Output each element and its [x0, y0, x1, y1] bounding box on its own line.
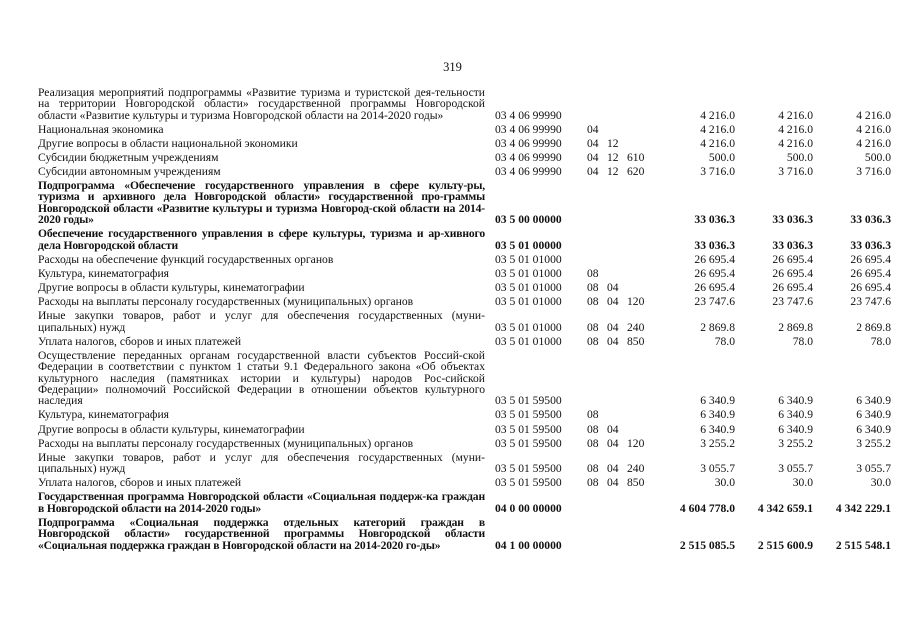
row-value-2: 3 716.0: [778, 164, 813, 178]
row-value-3: 30.0: [870, 476, 891, 490]
row-subsection: 04: [607, 280, 619, 294]
row-value-2: 26 695.4: [772, 280, 813, 294]
row-name: Другие вопросы в области культуры, кинематографии: [38, 280, 305, 294]
row-subsection: 04: [607, 320, 619, 334]
row-value-2: 4 216.0: [778, 122, 813, 136]
row-value-3: 6 340.9: [856, 422, 891, 436]
row-value-1: 33 036.3: [694, 238, 735, 252]
row-value-1: 2 869.8: [700, 320, 735, 334]
table-row: [38, 135, 891, 150]
table-row: [38, 449, 891, 476]
row-value-3: 2 869.8: [856, 320, 891, 334]
row-value-1: 3 255.2: [700, 436, 735, 450]
row-code: 03 5 01 59500: [495, 394, 562, 408]
row-value-2: 3 255.2: [778, 436, 813, 450]
row-expense-type: 620: [627, 164, 645, 178]
row-code: 03 5 01 01000: [495, 334, 562, 348]
row-code: 03 5 01 00000: [495, 238, 562, 252]
row-name: Иные закупки товаров, работ и услуг для обеспечения государственных (муни-ципальных) нужд: [38, 450, 485, 476]
row-value-2: 6 340.9: [778, 422, 813, 436]
row-value-1: 26 695.4: [694, 266, 735, 280]
row-code: 03 5 01 59500: [495, 476, 562, 490]
row-name: Осуществление переданных органам государственной власти субъектов Россий-ской Федерации в соответствии с пунктом 1 статьи 9.1 Федерального закона «Об объектах культурного наследия (памятниках истории и культуры) народов Рос-сийской Федерации» полномочий Российской Федерации в отношении объектов культурного наследия: [38, 348, 485, 408]
page-number: 319: [443, 60, 462, 74]
row-section: 08: [587, 408, 599, 422]
row-name: Реализация мероприятий подпрограммы «Развитие туризма и туристской дея-тельности на территории Новгородской области» государственной программы Новгородской области «Развитие культуры и туризма Новгородской области на 2014-2020 годы»: [38, 85, 485, 122]
table-row: [38, 333, 891, 348]
row-value-1: 500.0: [708, 150, 735, 164]
row-value-3: 26 695.4: [850, 266, 891, 280]
row-value-2: 33 036.3: [772, 238, 813, 252]
row-code: 03 4 06 99990: [495, 136, 562, 150]
row-value-2: 6 340.9: [778, 394, 813, 408]
row-code: 03 5 01 01000: [495, 280, 562, 294]
row-value-2: 23 747.6: [772, 295, 813, 309]
row-code: 03 4 06 99990: [495, 164, 562, 178]
row-value-3: 33 036.3: [850, 213, 891, 227]
row-code: 03 5 01 59500: [495, 422, 562, 436]
row-subsection: 12: [607, 164, 619, 178]
row-value-2: 500.0: [786, 150, 813, 164]
row-value-1: 4 216.0: [700, 108, 735, 122]
row-value-2: 4 216.0: [778, 136, 813, 150]
row-name: Расходы на обеспечение функций государственных органов: [38, 252, 334, 266]
row-value-3: 4 216.0: [856, 108, 891, 122]
row-value-3: 78.0: [870, 334, 891, 348]
row-value-3: 3 055.7: [856, 462, 891, 476]
row-code: 03 5 00 00000: [495, 213, 562, 227]
row-code: 03 5 01 01000: [495, 295, 562, 309]
row-value-1: 30.0: [714, 476, 735, 490]
row-section: 08: [587, 462, 599, 476]
row-name: Обеспечение государственного управления в сфере культуры, туризма и ар-хивного дела Новгородской области: [38, 227, 485, 252]
row-value-2: 4 216.0: [778, 108, 813, 122]
row-value-1: 4 216.0: [700, 136, 735, 150]
row-value-3: 23 747.6: [850, 295, 891, 309]
row-value-1: 23 747.6: [694, 295, 735, 309]
row-name: Субсидии бюджетным учреждениям: [38, 150, 219, 164]
row-code: 03 5 01 01000: [495, 320, 562, 334]
row-value-1: 6 340.9: [700, 422, 735, 436]
row-code: 03 5 01 59500: [495, 462, 562, 476]
row-value-2: 2 515 600.9: [757, 538, 813, 552]
row-code: 03 5 01 01000: [495, 266, 562, 280]
row-value-3: 4 216.0: [856, 136, 891, 150]
table-row: [38, 407, 891, 422]
table-row: [38, 226, 891, 252]
table-row: [38, 84, 891, 122]
table-row: [38, 149, 891, 164]
row-name: Культура, кинематография: [38, 408, 169, 422]
row-value-2: 78.0: [792, 334, 813, 348]
row-subsection: 04: [607, 334, 619, 348]
table-row: [38, 265, 891, 280]
row-value-3: 26 695.4: [850, 252, 891, 266]
row-name: Культура, кинематография: [38, 266, 169, 280]
row-section: 04: [587, 122, 599, 136]
row-subsection: 12: [607, 150, 619, 164]
row-value-2: 3 055.7: [778, 462, 813, 476]
row-code: 03 5 01 59500: [495, 408, 562, 422]
row-value-3: 2 515 548.1: [835, 538, 891, 552]
row-value-1: 6 340.9: [700, 394, 735, 408]
row-section: 08: [587, 334, 599, 348]
row-expense-type: 850: [627, 334, 645, 348]
row-code: 03 4 06 99990: [495, 122, 562, 136]
row-expense-type: 240: [627, 462, 645, 476]
row-subsection: 04: [607, 422, 619, 436]
row-value-1: 4 216.0: [700, 122, 735, 136]
row-section: 04: [587, 136, 599, 150]
row-expense-type: 120: [627, 295, 645, 309]
row-expense-type: 240: [627, 320, 645, 334]
row-value-2: 26 695.4: [772, 266, 813, 280]
row-value-2: 6 340.9: [778, 408, 813, 422]
row-value-3: 33 036.3: [850, 238, 891, 252]
row-name: Другие вопросы в области национальной экономики: [38, 136, 298, 150]
row-value-3: 500.0: [864, 150, 891, 164]
row-code: 03 4 06 99990: [495, 108, 562, 122]
table-row: [38, 347, 891, 408]
row-value-2: 33 036.3: [772, 213, 813, 227]
row-subsection: 04: [607, 436, 619, 450]
row-value-3: 26 695.4: [850, 280, 891, 294]
row-value-3: 3 255.2: [856, 436, 891, 450]
table-row: [38, 177, 891, 227]
row-name: Уплата налогов, сборов и иных платежей: [38, 476, 242, 490]
row-value-1: 26 695.4: [694, 280, 735, 294]
row-subsection: 04: [607, 295, 619, 309]
table-row: [38, 293, 891, 309]
row-section: 08: [587, 295, 599, 309]
row-value-1: 26 695.4: [694, 252, 735, 266]
row-value-3: 3 716.0: [856, 164, 891, 178]
table-row: [38, 307, 891, 334]
row-value-3: 4 216.0: [856, 122, 891, 136]
row-value-2: 30.0: [792, 476, 813, 490]
table-row: [38, 514, 891, 552]
row-code: 03 4 06 99990: [495, 150, 562, 164]
row-code: 03 5 01 01000: [495, 252, 562, 266]
row-name: Другие вопросы в области культуры, кинематографии: [38, 422, 305, 436]
row-code: 04 0 00 00000: [495, 501, 562, 515]
row-value-3: 6 340.9: [856, 408, 891, 422]
row-value-1: 78.0: [714, 334, 735, 348]
row-value-1: 2 515 085.5: [679, 538, 735, 552]
row-value-2: 4 342 659.1: [757, 501, 813, 515]
table-row: [38, 121, 891, 136]
row-section: 04: [587, 150, 599, 164]
table-row: [38, 251, 891, 266]
row-name: Расходы на выплаты персоналу государственных (муниципальных) органов: [38, 436, 414, 450]
row-value-2: 26 695.4: [772, 252, 813, 266]
row-name: Расходы на выплаты персоналу государственных (муниципальных) органов: [38, 295, 414, 309]
table-row: [38, 421, 891, 436]
row-code: 03 5 01 59500: [495, 436, 562, 450]
row-section: 08: [587, 436, 599, 450]
row-section: 08: [587, 320, 599, 334]
row-name: Уплата налогов, сборов и иных платежей: [38, 334, 242, 348]
budget-table: [38, 84, 891, 552]
row-value-1: 6 340.9: [700, 408, 735, 422]
row-value-1: 3 716.0: [700, 164, 735, 178]
row-value-2: 2 869.8: [778, 320, 813, 334]
row-subsection: 04: [607, 476, 619, 490]
table-row: [38, 435, 891, 450]
row-subsection: 12: [607, 136, 619, 150]
row-section: 08: [587, 280, 599, 294]
table-row: [38, 489, 891, 515]
row-value-1: 4 604 778.0: [679, 501, 735, 515]
row-value-3: 4 342 229.1: [835, 501, 891, 515]
row-value-1: 3 055.7: [700, 462, 735, 476]
row-section: 04: [587, 164, 599, 178]
row-subsection: 04: [607, 462, 619, 476]
table-row: [38, 475, 891, 490]
row-name: Государственная программа Новгородской области «Социальная поддерж-ка граждан в Новгородской области на 2014-2020 годы»: [38, 490, 485, 515]
row-expense-type: 850: [627, 476, 645, 490]
row-name: Национальная экономика: [38, 122, 164, 136]
table-row: [38, 279, 891, 294]
row-value-1: 33 036.3: [694, 213, 735, 227]
row-name: Подпрограмма «Социальная поддержка отдельных категорий граждан в Новгородской области» государственной программы Новгородской области «Социальная поддержка граждан в Новгородской области на 2014-2020 го-ды»: [38, 515, 485, 552]
row-value-3: 6 340.9: [856, 394, 891, 408]
row-name: Субсидии автономным учреждениям: [38, 164, 221, 178]
row-name: Иные закупки товаров, работ и услуг для обеспечения государственных (муни-ципальных) нужд: [38, 309, 485, 334]
row-section: 08: [587, 266, 599, 280]
row-expense-type: 120: [627, 436, 645, 450]
row-section: 08: [587, 422, 599, 436]
row-name: Подпрограмма «Обеспечение государственного управления в сфере культу-ры, туризма и архивного дела Новгородской области» государственной про-граммы Новгородской области «Развитие культуры и туризма Новгород-ской области на 2014-2020 годы»: [38, 178, 485, 227]
row-section: 08: [587, 476, 599, 490]
row-expense-type: 610: [627, 150, 645, 164]
table-row: [38, 163, 891, 178]
row-code: 04 1 00 00000: [495, 538, 562, 552]
